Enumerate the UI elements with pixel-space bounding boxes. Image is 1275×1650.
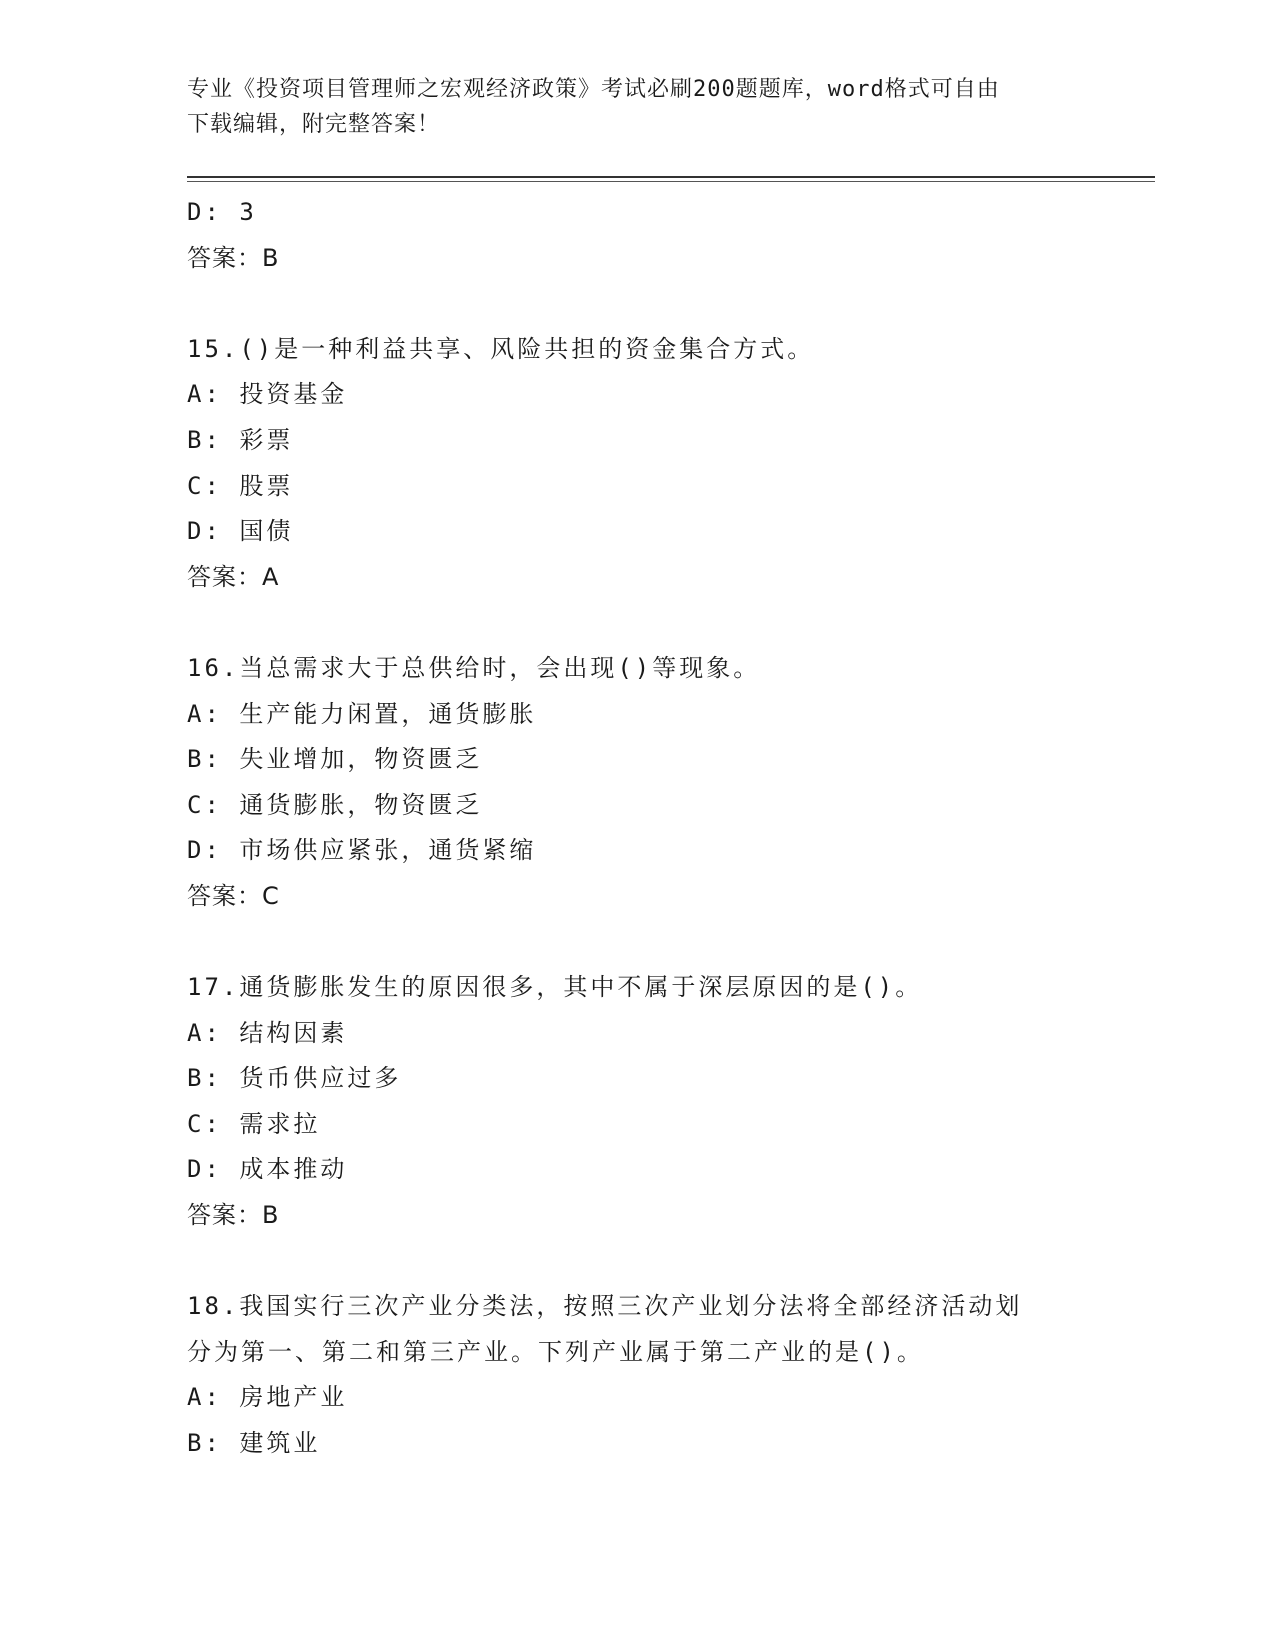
header-divider-thick — [187, 176, 1155, 178]
page-header — [187, 72, 1067, 142]
option-line: D: 3 — [187, 198, 257, 226]
answer-line: 答案：B — [187, 243, 280, 272]
question-list — [187, 190, 1127, 1467]
option-line: C: 通货膨胀，物资匮乏 — [187, 790, 483, 819]
question-text: 15.()是一种利益共享、风险共担的资金集合方式。 — [187, 334, 815, 363]
question-text: 16.当总需求大于总供给时，会出现()等现象。 — [187, 653, 761, 682]
header-title-line-1: 专业《投资项目管理师之宏观经济政策》考试必刷200题题库，word格式可自由 — [187, 77, 1000, 102]
header-divider-thin — [187, 181, 1155, 182]
option-line: B: 建筑业 — [187, 1429, 321, 1458]
option-line: B: 货币供应过多 — [187, 1064, 402, 1093]
option-line: C: 股票 — [187, 471, 294, 500]
option-line: B: 失业增加，物资匮乏 — [187, 745, 483, 774]
answer-line: 答案：A — [187, 562, 280, 591]
spacer — [187, 281, 1127, 327]
option-line: A: 投资基金 — [187, 380, 348, 409]
option-line: D: 市场供应紧张，通货紧缩 — [187, 836, 537, 865]
question-text: 17.通货膨胀发生的原因很多，其中不属于深层原因的是()。 — [187, 973, 923, 1002]
option-line: D: 成本推动 — [187, 1155, 348, 1184]
option-line: A: 生产能力闲置，通货膨胀 — [187, 699, 537, 728]
question-text: 18.我国实行三次产业分类法，按照三次产业划分法将全部经济活动划 — [187, 1292, 1023, 1321]
spacer — [187, 600, 1127, 646]
option-line: D: 国债 — [187, 517, 294, 546]
option-line: A: 房地产业 — [187, 1383, 348, 1412]
question-text: 分为第一、第二和第三产业。下列产业属于第二产业的是()。 — [187, 1337, 924, 1366]
header-title-line-2: 下载编辑，附完整答案！ — [187, 112, 441, 137]
option-line: C: 需求拉 — [187, 1109, 321, 1138]
answer-line: 答案：C — [187, 881, 280, 910]
option-line: A: 结构因素 — [187, 1018, 348, 1047]
option-line: B: 彩票 — [187, 425, 294, 454]
spacer — [187, 1239, 1127, 1285]
spacer — [187, 920, 1127, 966]
answer-line: 答案：B — [187, 1201, 280, 1230]
